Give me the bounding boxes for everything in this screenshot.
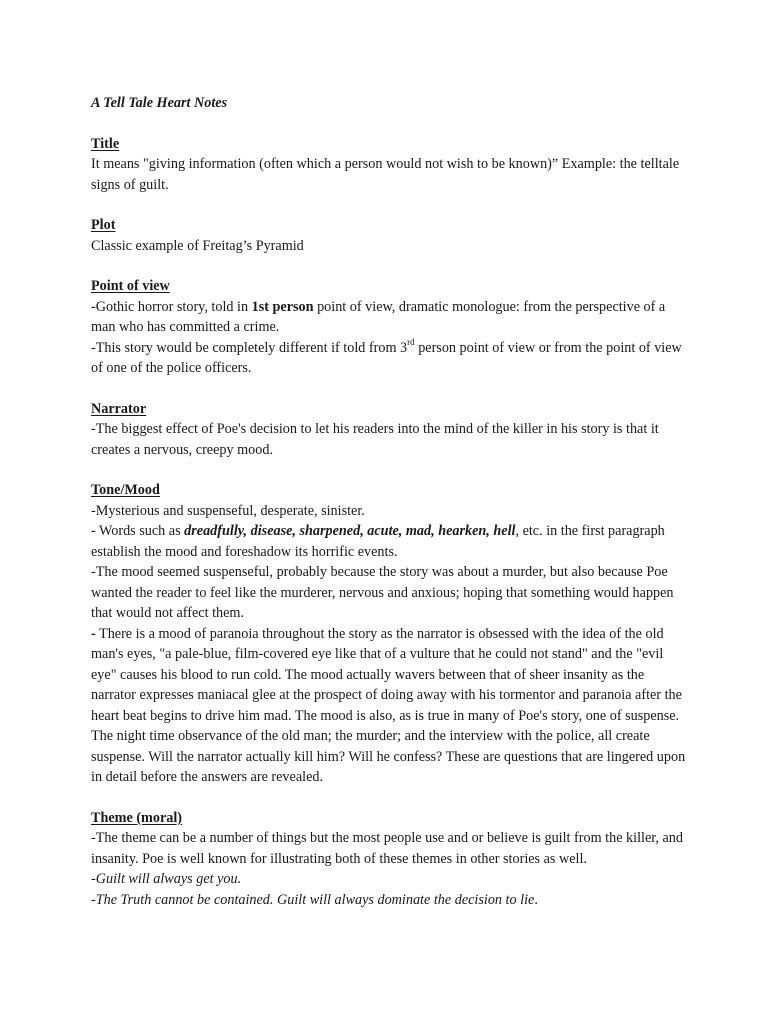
tone-p4-text: There is a mood of paranoia throughout the story as the narrator is obsessed with the idea of the old man's eyes, "a pale-blue, film-covered eye like that of a vulture that he could not stand" and the "evil eye" causes his blood to run cold. The mood actually wavers between that of sheer insanity as the narrator expresses maniacal glee at the prospect of doing away with his tormentor and paranoia after the heart beat begins to drive him mad. The mood is also, as is true in many of Poe's story, one of suspense. The night time observance of the old man; the murder; and the interview with the police, all create suspense. Will the narrator actually kill him? Will he confess? These are questions that are lingered upon in detail before the answers are revealed. <box>91 625 686 785</box>
heading-narrator: Narrator <box>91 400 147 417</box>
section-tone-mood <box>91 480 688 788</box>
heading-point-of-view: Point of view <box>91 278 170 294</box>
tone-paragraph-1: -Mysterious and suspenseful, desperate, sinister. <box>91 502 365 519</box>
tone-paragraph-3: -The mood seemed suspenseful, probably because the story was about a murder, but also because Poe wanted the reader to feel like the murderer, nervous and anxious; hoping that something would happen that would not affect them. <box>91 564 674 621</box>
heading-theme: Theme (moral) <box>91 809 183 826</box>
document-title: A Tell Tale Heart Notes <box>91 95 228 111</box>
pov-p2-end: person point of view or from the point of view of one of the police officers. <box>91 339 682 376</box>
theme-paragraph-3 <box>91 890 688 911</box>
title-text: It means "giving information (often which a person would not wish to be known)” Example: the telltale signs of guilt. <box>91 156 680 193</box>
heading-tone-mood: Tone/Mood <box>91 482 160 498</box>
theme-paragraph-1: -The theme can be a number of things but the most people use and or believe is guilt from the killer, and insanity. Poe is well known for illustrating both of these themes in other stories as well. <box>91 830 683 867</box>
pov-p2-superscript: rd <box>407 336 415 347</box>
theme-paragraph-2: -Guilt will always get you. <box>91 871 242 887</box>
pov-p1-start: -Gothic horror story, told in <box>91 298 252 315</box>
pov-paragraph-2 <box>91 338 688 379</box>
tone-p2-words: dreadfully, disease, sharpened, acute, mad, hearken, hell <box>184 523 516 539</box>
heading-plot: Plot <box>91 217 116 233</box>
section-narrator <box>91 399 688 461</box>
pov-p2-start: -This story would be completely different if told from 3 <box>91 339 408 356</box>
section-title <box>91 134 688 196</box>
heading-title: Title <box>91 135 120 152</box>
tone-p2-end: , etc. in the first paragraph establish the mood and foreshadow its horrific events. <box>91 523 665 560</box>
pov-p1-end: point of view, dramatic monologue: from the perspective of a man who has committed a crime. <box>91 298 666 335</box>
tone-paragraph-4 <box>91 624 688 788</box>
theme-p3-text: -The Truth cannot be contained. Guilt will always dominate the decision to lie <box>91 891 535 908</box>
section-theme <box>91 808 688 911</box>
narrator-text: -The biggest effect of Poe's decision to let his readers into the mind of the killer in his story is that it creates a nervous, creepy mood. <box>91 421 659 458</box>
tone-paragraph-2 <box>91 521 688 562</box>
pov-p1-bold: 1st person <box>251 298 314 315</box>
plot-text: Classic example of Freitag’s Pyramid <box>91 237 304 254</box>
tone-p2-start: - Words such as <box>91 523 185 539</box>
section-plot <box>91 215 688 256</box>
pov-paragraph-1 <box>91 297 688 338</box>
tone-p4-dash: - <box>91 625 96 642</box>
section-point-of-view <box>91 276 688 379</box>
theme-p3-period: . <box>534 891 538 908</box>
